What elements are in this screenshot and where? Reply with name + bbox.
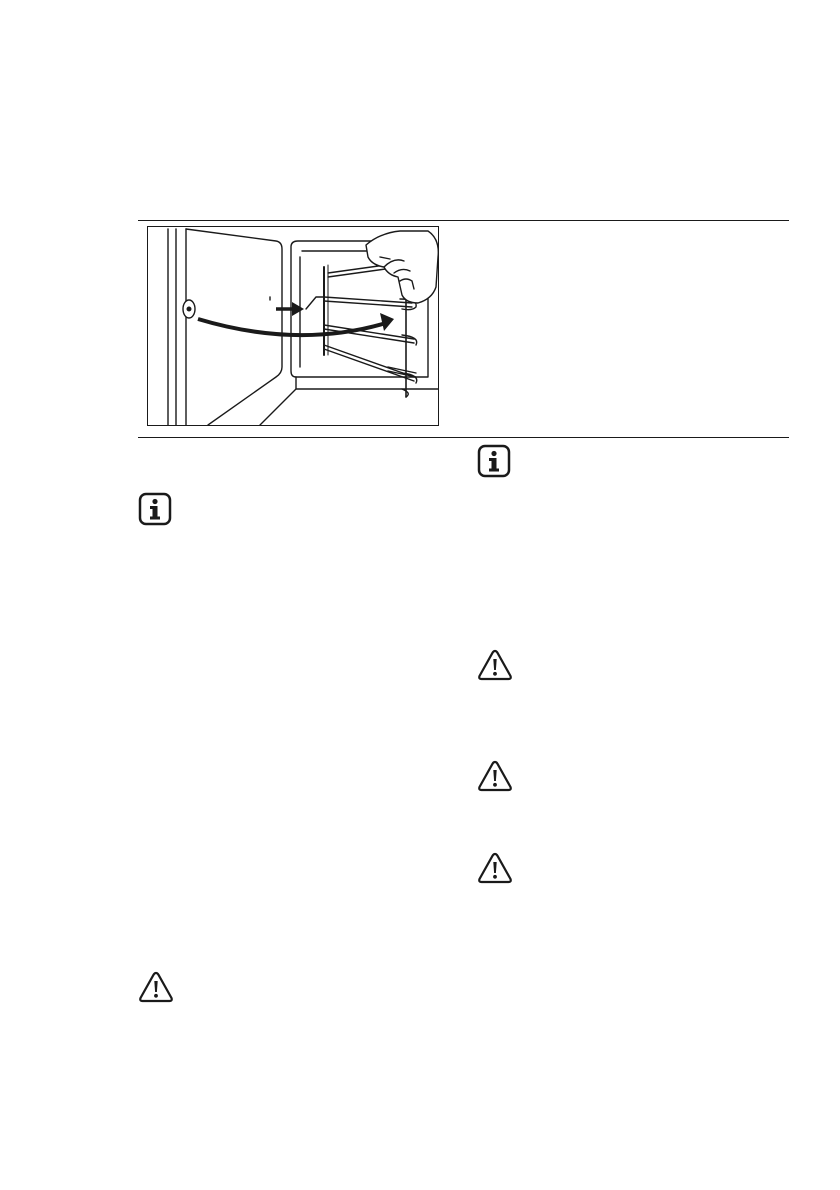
oven-interior-drawing xyxy=(148,227,439,426)
warning-icon xyxy=(477,759,513,793)
warning-icon xyxy=(477,851,513,885)
mid-rule xyxy=(138,437,789,438)
info-icon xyxy=(138,492,172,526)
info-icon xyxy=(477,444,511,478)
warning-icon xyxy=(477,648,513,682)
oven-shelf-support-illustration xyxy=(147,226,439,426)
warning-icon xyxy=(138,970,174,1004)
top-rule xyxy=(138,220,789,221)
